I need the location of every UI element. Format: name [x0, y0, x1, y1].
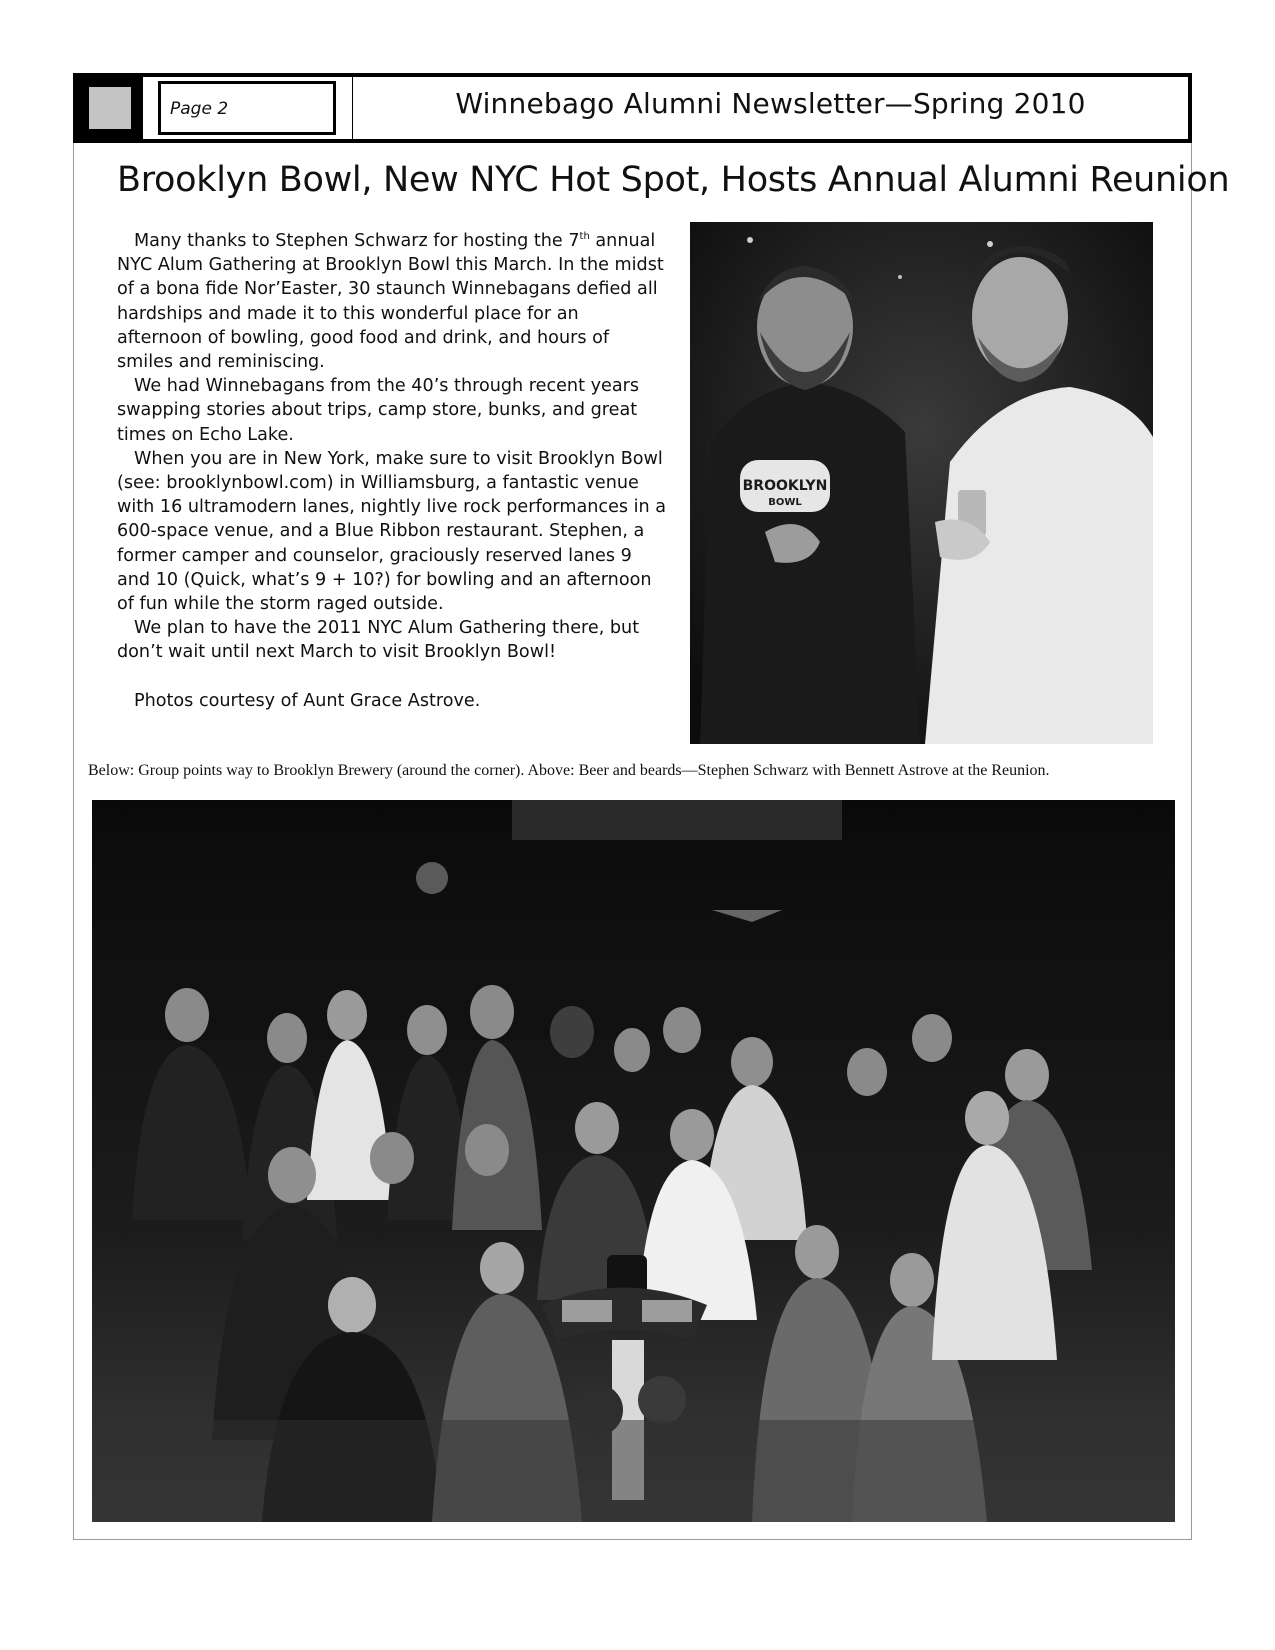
paragraph-1: Many thanks to Stephen Schwarz for hosting the 7th annual NYC Alum Gathering at Brooklyn Bowl this March. In the midst of a bona fide Nor’Easter, 30 staunch Winnebagans defied all hardships and made it to this wonderful place for an afternoon of bowling, good food and drink, and hours of smiles and reminiscing. — [117, 231, 664, 373]
photo-caption: Below: Group points way to Brooklyn Brewery (around the corner). Above: Beer and beards—Stephen Schwarz with Bennett Astrove at the Reunion. — [88, 762, 1050, 779]
page-number-box — [158, 81, 336, 135]
paragraph-3: When you are in New York, make sure to visit Brooklyn Bowl (see: brooklynbowl.com) in Williamsburg, a fantastic venue with 16 ultramodern lanes, nightly live rock performances in a 600-space venue, and a Blue Ribbon restaurant. Stephen, a former camper and counselor, graciously reserved lanes 9 and 10 (Quick, what’s 9 + 10?) for bowling and an afternoon of fun while the storm raged outside. — [117, 448, 667, 615]
paragraph-4: We plan to have the 2011 NYC Alum Gathering there, but don’t wait until next March to visit Brooklyn Bowl! — [117, 618, 640, 663]
shirt-logo-line1: BROOKLYN — [742, 478, 828, 494]
page-label: Page 2 — [170, 99, 229, 119]
photo-two-men-illustration — [690, 222, 1153, 744]
header-gray-square — [87, 85, 133, 131]
newsletter-header — [73, 73, 1192, 143]
article-headline: Brooklyn Bowl, New NYC Hot Spot, Hosts Annual Alumni Reunion — [117, 160, 1230, 200]
photo-group-illustration — [92, 800, 1175, 1522]
paragraph-2: We had Winnebagans from the 40’s through recent years swapping stories about trips, camp store, bunks, and great times on Echo Lake. — [117, 376, 639, 445]
newsletter-title: Winnebago Alumni Newsletter—Spring 2010 — [455, 87, 1086, 120]
article-body — [117, 229, 667, 713]
photo-two-men — [690, 222, 1153, 744]
header-corner-block — [77, 77, 143, 139]
photo-credit: Photos courtesy of Aunt Grace Astrove. — [134, 690, 481, 711]
shirt-logo-line2: BOWL — [768, 497, 802, 508]
photo-group — [92, 800, 1175, 1522]
